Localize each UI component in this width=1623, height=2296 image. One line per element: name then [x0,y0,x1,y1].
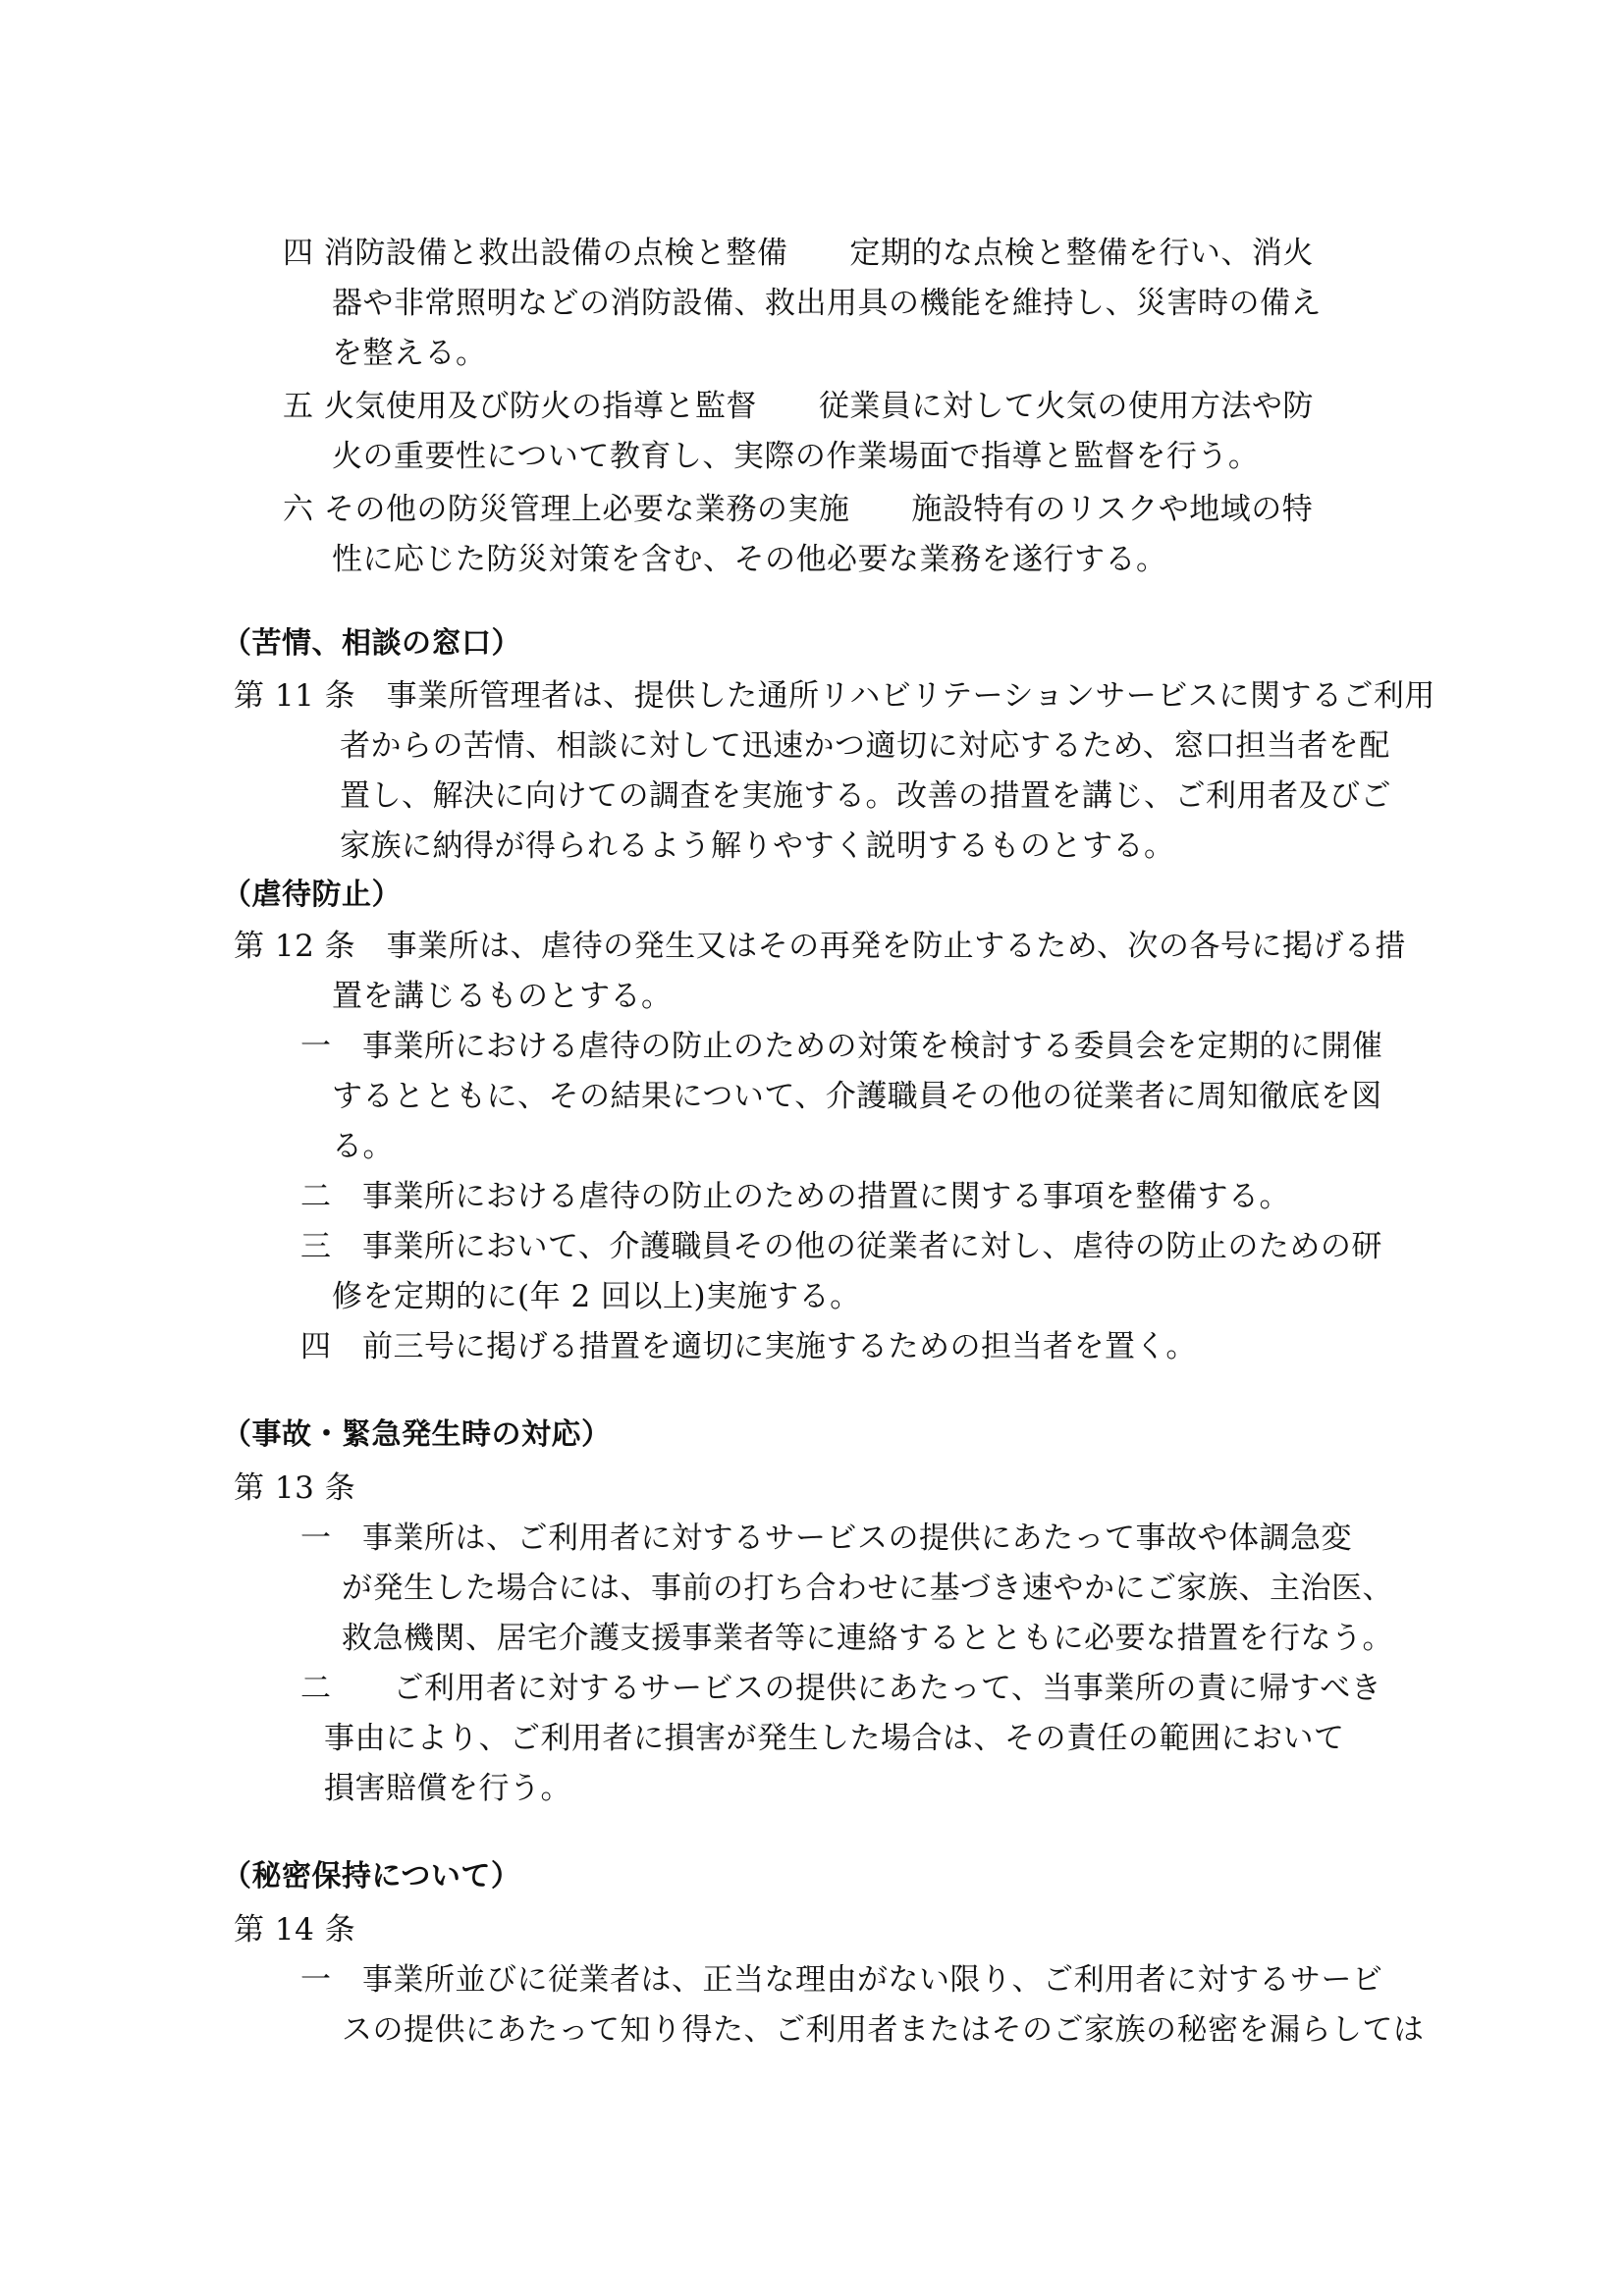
item-text-line: 五 火気使用及び防火の指導と監督 従業員に対して火気の使用方法や防 [283,389,1314,424]
item-text-line: 火の重要性について教育し、実際の作業場面で指導と監督を行う。 [332,439,1260,474]
item-text-line: 二 ご利用者に対するサービスの提供にあたって、当事業所の責に帰すべき [300,1671,1382,1706]
article-number: 第 14 条 [234,1912,356,1948]
article-text-line: 者からの苦情、相談に対して迅速かつ適切に対応するため、窓口担当者を配 [340,728,1390,764]
item-text-line: 四 前三号に掲げる措置を適切に実施するための担当者を置く。 [300,1329,1197,1364]
item-text-line: 損害賠償を行う。 [324,1771,571,1806]
section-heading: （苦情、相談の窓口） [222,626,521,661]
item-text-line: 器や非常照明などの消防設備、救出用具の機能を維持し、災害時の備え [332,286,1322,321]
article-text-line: 置を講じるものとする。 [332,979,673,1014]
article-text-line: 第 11 条 事業所管理者は、提供した通所リハビリテーションサービスに関するご利用 [234,678,1435,714]
item-text-line: 救急機関、居宅介護支援事業者等に連絡するとともに必要な措置を行なう。 [342,1621,1393,1656]
item-text-line: 四 消防設備と救出設備の点検と整備 定期的な点検と整備を行い、消火 [283,236,1314,271]
item-text-line: スの提供にあたって知り得た、ご利用者またはそのご家族の秘密を漏らしては [342,2012,1425,2048]
item-text-line: る。 [332,1129,394,1164]
section-heading: （虐待防止） [222,878,402,912]
item-text-line: 一 事業所における虐待の防止のための対策を検討する委員会を定期的に開催 [300,1029,1383,1064]
article-text-line: 家族に納得が得られるよう解りやすく説明するものとする。 [340,828,1175,864]
item-text-line: 六 その他の防災管理上必要な業務の実施 施設特有のリスクや地域の特 [283,492,1314,527]
item-text-line: するとともに、その結果について、介護職員その他の従業者に周知徹底を図 [332,1079,1382,1114]
item-text-line: を整える。 [332,336,487,371]
section-heading: （秘密保持について） [222,1859,521,1894]
item-text-line: 三 事業所において、介護職員その他の従業者に対し、虐待の防止のための研 [300,1229,1382,1264]
item-text-line: 一 事業所並びに従業者は、正当な理由がない限り、ご利用者に対するサービ [300,1962,1383,1998]
article-text-line: 第 12 条 事業所は、虐待の発生又はその再発を防止するため、次の各号に掲げる措 [234,929,1406,964]
section-heading: （事故・緊急発生時の対応） [222,1417,612,1452]
article-text-line: 置し、解決に向けての調査を実施する。改善の措置を講じ、ご利用者及びご [340,778,1391,814]
item-text-line: が発生した場合には、事前の打ち合わせに基づき速やかにご家族、主治医、 [342,1571,1393,1606]
item-text-line: 二 事業所における虐待の防止のための措置に関する事項を整備する。 [300,1179,1290,1214]
item-text-line: 事由により、ご利用者に損害が発生した場合は、その責任の範囲において [324,1721,1345,1756]
item-text-line: 性に応じた防災対策を含む、その他必要な業務を遂行する。 [332,542,1167,577]
item-text-line: 一 事業所は、ご利用者に対するサービスの提供にあたって事故や体調急変 [300,1521,1352,1556]
article-number: 第 13 条 [234,1470,356,1506]
item-text-line: 修を定期的に(年 2 回以上)実施する。 [332,1279,861,1314]
